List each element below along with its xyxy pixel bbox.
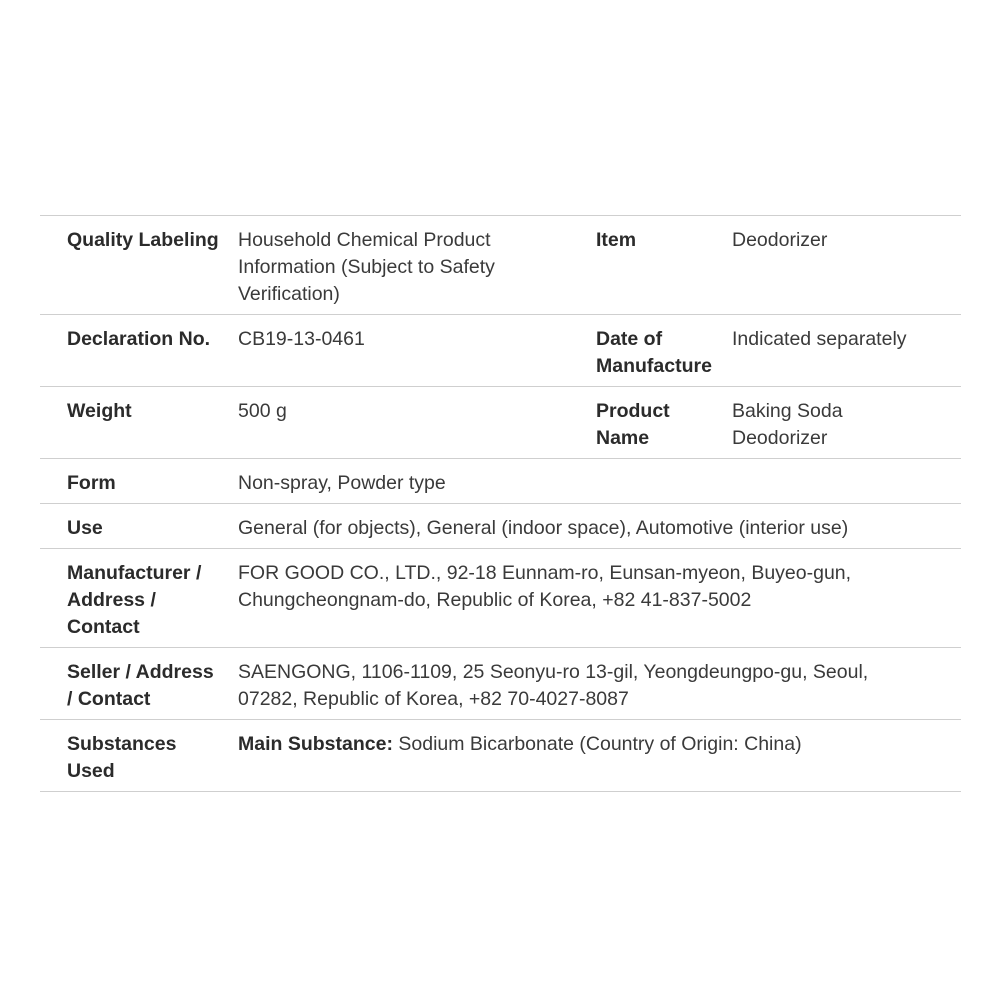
row-label: Quality Labeling <box>67 229 219 251</box>
row-value: Household Chemical Product Information (Subject to Safety Verification) <box>238 229 495 305</box>
row-value: Deodorizer <box>732 229 828 251</box>
row-label: Item <box>596 229 637 251</box>
row-label: Seller / Address / Contact <box>67 661 214 710</box>
row-value: Baking Soda Deodorizer <box>732 400 843 449</box>
row-label: Product Name <box>596 400 670 449</box>
row-value: SAENGONG, 1106-1109, 25 Seonyu-ro 13-gil, Yeongdeungpo-gu, Seoul, 07282, Republic of Korea, +82 70-4027-8087 <box>238 661 869 710</box>
row-label: Date of Manufacture <box>596 328 712 377</box>
row-label: Substances Used <box>67 733 177 782</box>
row-label: Use <box>67 517 103 539</box>
row-label: Declaration No. <box>67 328 211 350</box>
product-info-table <box>40 215 961 792</box>
row-label: Weight <box>67 400 132 422</box>
main-substance-value: Sodium Bicarbonate (Country of Origin: China) <box>398 733 802 755</box>
row-value: General (for objects), General (indoor space), Automotive (interior use) <box>238 517 849 539</box>
table-row-seller <box>40 648 961 720</box>
table-row-use <box>40 504 961 549</box>
table-row-quality-labeling <box>40 216 961 315</box>
row-value: Non-spray, Powder type <box>238 472 446 494</box>
row-label: Form <box>67 472 116 494</box>
table-row-declaration-no <box>40 315 961 387</box>
table-row-weight <box>40 387 961 459</box>
row-label: Manufacturer / Address / Contact <box>67 562 202 638</box>
row-value: FOR GOOD CO., LTD., 92-18 Eunnam-ro, Eunsan-myeon, Buyeo-gun, Chungcheongnam-do, Republic of Korea, +82 41-837-5002 <box>238 562 852 611</box>
row-value: CB19-13-0461 <box>238 328 365 350</box>
row-value <box>238 720 961 792</box>
row-value: Indicated separately <box>732 328 907 350</box>
row-value: 500 g <box>238 400 287 422</box>
table-row-substances <box>40 720 961 792</box>
main-substance-label: Main Substance: <box>238 733 393 755</box>
table-row-manufacturer <box>40 549 961 648</box>
table-row-form <box>40 459 961 504</box>
